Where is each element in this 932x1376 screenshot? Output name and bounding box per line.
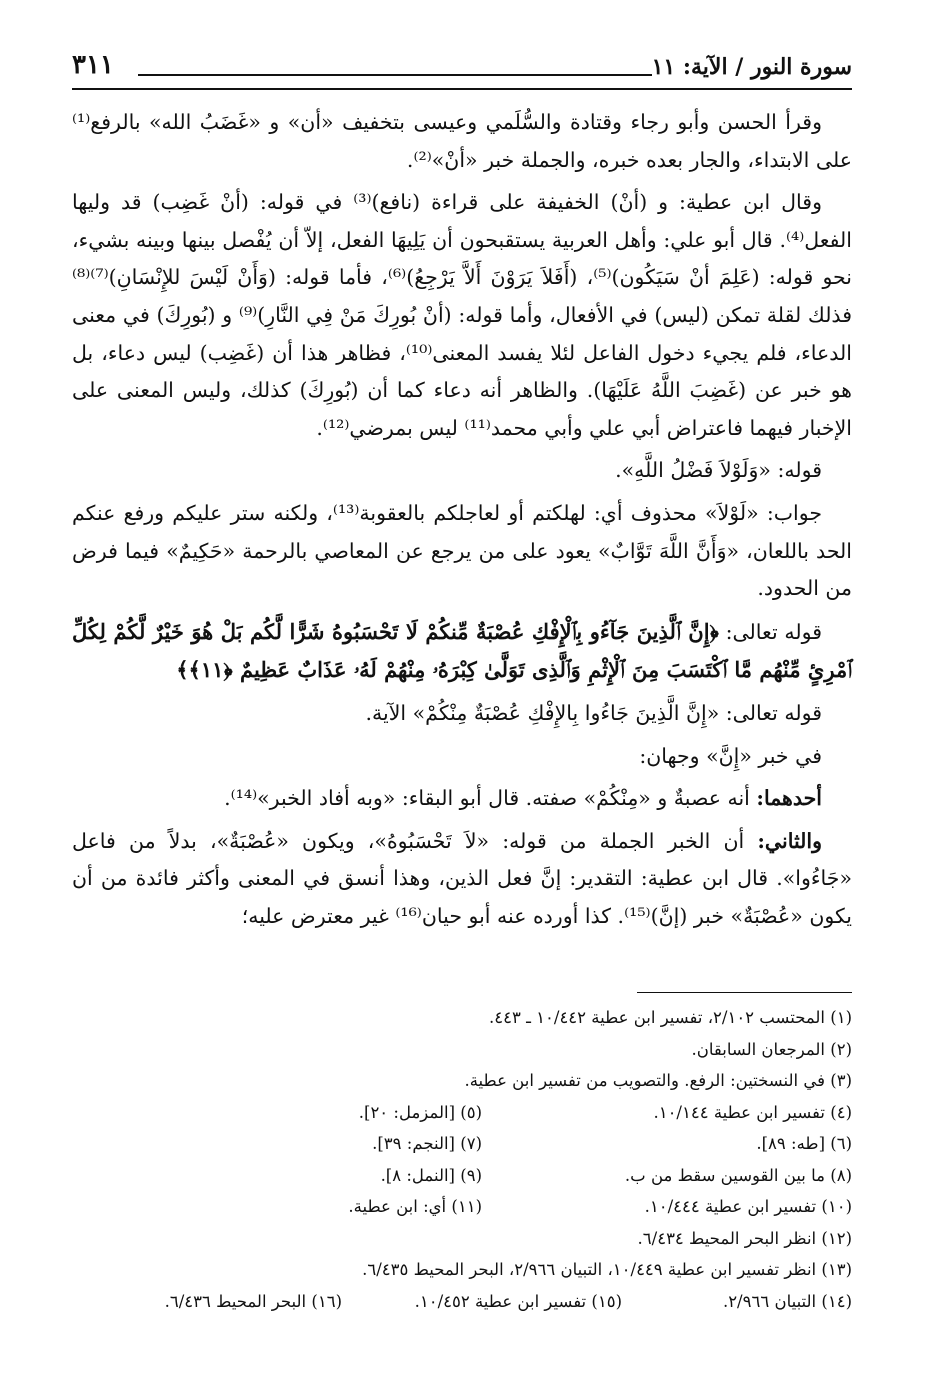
footnote-row xyxy=(72,1034,852,1066)
footnote: (٩) [النمل: ٨]. xyxy=(380,1165,482,1185)
footnote: (١١) أي: ابن عطية. xyxy=(348,1197,482,1216)
paragraph xyxy=(72,780,852,818)
footnote: (٤) تفسير ابن عطية ١٠/١٤٤. xyxy=(653,1102,852,1122)
paragraph: قوله تعالى: «إِنَّ الَّذِينَ جَاءُوا بِالإِفْكِ عُصْبَةٌ مِنْكُمْ» الآية. xyxy=(365,700,822,725)
page-header xyxy=(72,48,852,88)
paragraph: جواب: «لَوْلاَ» محذوف أي: لهلكتم أو لعاجلكم بالعقوبة⁽¹³⁾، ولكنه ستر عليكم ورفع عنكم الحد باللعان، «وَأَنَّ اللَّهَ تَوَّابٌ» يعود على من يرجع عن المعاصي بالرحمة «حَكِيمٌ» فيما فرض من الحدود. xyxy=(72,500,852,601)
paragraph: قوله: «وَلَوْلاَ فَضْلُ اللَّهِ». xyxy=(615,458,822,483)
second-label: والثاني: xyxy=(757,828,822,853)
footnote-row xyxy=(72,1002,852,1034)
page-number: ٣١١ xyxy=(72,50,114,80)
footnote-row xyxy=(72,1128,852,1160)
header-line xyxy=(138,74,652,76)
footnote: (٢) المرجعان السابقان. xyxy=(691,1039,852,1059)
quran-paragraph xyxy=(72,613,852,690)
paragraph: في خبر «إِنَّ» وجهان: xyxy=(639,743,822,768)
first-label: أحدهما: xyxy=(756,786,822,811)
footnote: (٧) [النجم: ٣٩]. xyxy=(372,1134,482,1153)
footnote: (١٤) التبيان ٢/٩٦٦. xyxy=(722,1291,852,1311)
footnote-row xyxy=(72,1286,852,1318)
paragraph: وقال ابن عطية: و (أنْ) الخفيفة على قراءة (نافع)⁽³⁾ في قوله: (أنْ غَضِب) قد وليها الفعل⁽⁴⁾. قال أبو علي: وأهل العربية يستقبحون أن يَلِيهَا الفعل، إلاّ أن يُفْصل بينها وبينه بشيء، نحو قوله: (عَلِمَ أنْ سَيَكُون)⁽⁵⁾، (أَفَلاَ يَرَوْنَ أَلاَّ يَرْجِعُ)⁽⁶⁾، فأما قوله: (وَأَنْ لَيْسَ للإِنْسَانِ)⁽⁷⁾⁽⁸⁾ فذلك لقلة تمكن (ليس) في الأفعال، وأما قوله: (أنْ بُورِكَ مَنْ فِي النَّارِ)⁽⁹⁾ و (بُورِكَ) في معنى الدعاء، فلم يجيء دخول الفاعل لئلا يفسد المعنى⁽¹⁰⁾، فظاهر هذا أن (غَضِب) ليس دعاء، بل هو خبر عن (غَضِبَ اللَّهُ عَلَيْهَا). والظاهر أنه دعاء كما أن (بُورِكَ) كذلك، وليس المعنى على الإخبار فيهما فاعتراض أبي علي وأبي محمد⁽¹¹⁾ ليس بمرضي⁽¹²⁾. xyxy=(72,190,852,440)
footnote-separator xyxy=(637,992,852,993)
footnote-row xyxy=(72,1254,852,1286)
footnote: (٥) [المزمل: ٢٠]. xyxy=(358,1102,482,1122)
quran-intro: قوله تعالى: xyxy=(725,619,822,644)
footnote-row xyxy=(72,1097,852,1129)
book-page xyxy=(72,40,852,1360)
footnote: (١٠) تفسير ابن عطية ١٠/٤٤٤. xyxy=(644,1197,852,1216)
first-text: أنه عصبةٌ و «مِنْكُمْ» صفته. قال أبو البقاء: «وبه أفاد الخبر»⁽¹⁴⁾. xyxy=(224,786,757,811)
footnote-row xyxy=(72,1191,852,1223)
footnotes xyxy=(72,1002,852,1317)
paragraph: وقرأ الحسن وأبو رجاء وقتادة والسُّلَمي وعيسى بتخفيف «أن» و «غَضَبُ الله» بالرفع⁽¹⁾ على الابتداء، والجار بعده خبره، والجملة خبر «أنْ»⁽²⁾. xyxy=(72,110,852,172)
main-text xyxy=(72,104,852,940)
footnote-row xyxy=(72,1160,852,1192)
quran-verse: ﴿إِنَّ ٱلَّذِينَ جَآءُو بِٱلْإِفْكِ عُصْبَةٌ مِّنكُمْ لَا تَحْسَبُوهُ شَرًّا لَّكُم بَلْ هُوَ خَيْرٌ لَّكُمْ لِكُلِّ ٱمْرِئٍ مِّنْهُم مَّا ٱكْتَسَبَ مِنَ ٱلْإِثْمِ وَٱلَّذِى تَوَلَّىٰ كِبْرَهُۥ مِنْهُمْ لَهُۥ عَذَابٌ عَظِيمٌ ﴿١١﴾﴾ xyxy=(72,618,852,683)
footnote-row xyxy=(72,1065,852,1097)
footnote: (١٢) انظر البحر المحيط ٦/٤٣٤. xyxy=(637,1228,852,1248)
footnote: (٨) ما بين القوسين سقط من ب. xyxy=(624,1165,852,1185)
footnote: (١) المحتسب ٢/١٠٢، تفسير ابن عطية ١٠/٤٤٢ ـ ٤٤٣. xyxy=(488,1008,852,1027)
header-rule xyxy=(72,88,852,90)
footnote-row xyxy=(72,1223,852,1255)
running-title: سورة النور / الآية: ١١ xyxy=(651,54,852,80)
footnote: (١٥) تفسير ابن عطية ١٠/٤٥٢. xyxy=(414,1291,622,1311)
footnote: (١٦) البحر المحيط ٦/٤٣٦. xyxy=(164,1291,342,1311)
paragraph xyxy=(72,823,852,936)
second-text: أن الخبر الجملة من قوله: «لاَ تَحْسَبُوهُ»، ويكون «عُصْبَةٌ»، بدلاً من فاعل «جَاءُوا». قال ابن عطية: التقدير: إنَّ فعل الذين، وهذا أنسق في المعنى وأكثر فائدة من أن يكون «عُصْبَةٌ» خبر (إنَّ)⁽¹⁵⁾. كذا أورده عنه أبو حيان⁽¹⁶⁾ غير معترض عليه؛ xyxy=(72,828,852,928)
footnote: (١٣) انظر تفسير ابن عطية ١٠/٤٤٩، التبيان ٢/٩٦٦، البحر المحيط ٦/٤٣٥. xyxy=(362,1260,852,1279)
footnote: (٣) في النسختين: الرفع. والتصويب من تفسير ابن عطية. xyxy=(464,1071,852,1090)
footnote: (٦) [طه: ٨٩]. xyxy=(756,1134,852,1153)
